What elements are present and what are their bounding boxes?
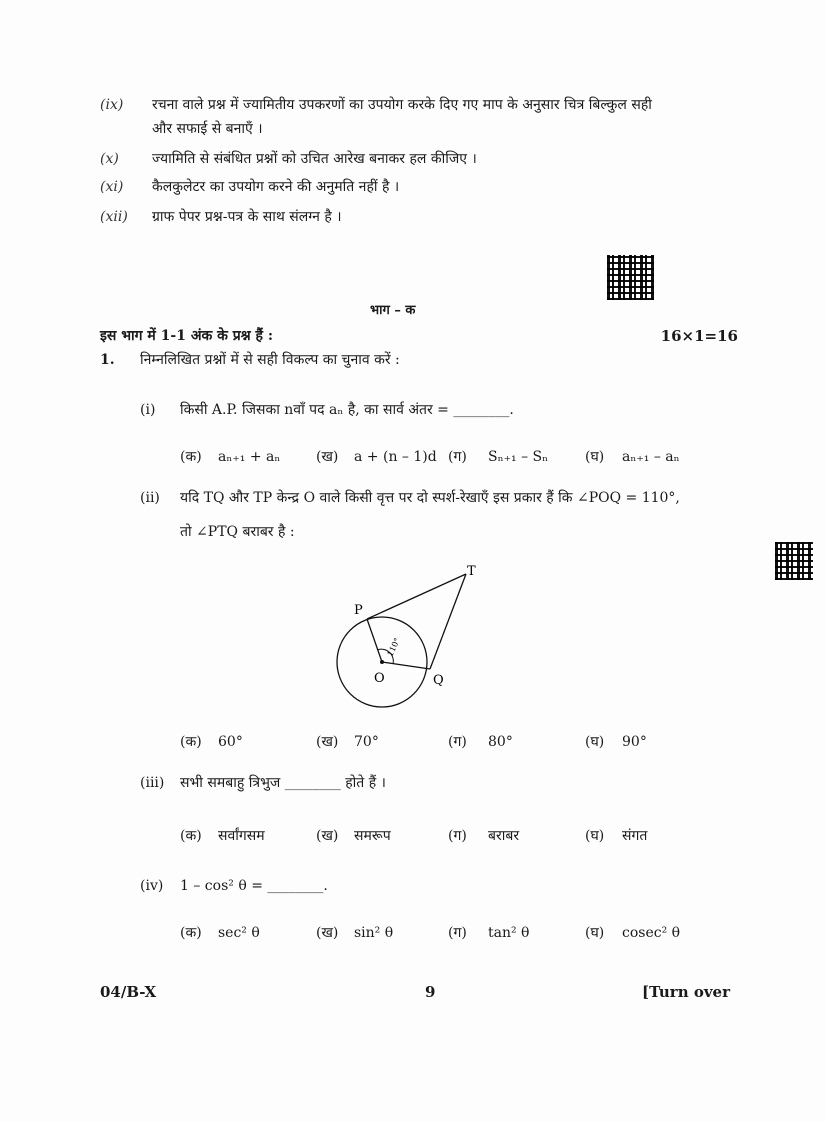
label-p: P (354, 603, 363, 618)
option-label: (ख) (316, 734, 339, 750)
instruction-text: रचना वाले प्रश्न में ज्यामितीय उपकरणों का उपयोग करके दिए गए माप के अनुसार चित्र बिल्कुल सही (152, 97, 652, 113)
option-text: 70° (354, 734, 379, 750)
subquestion-text: यदि TQ और TP केन्द्र O वाले किसी वृत्त पर दो स्पर्श-रेखाएँ इस प्रकार हैं कि ∠POQ = 110°, (180, 490, 680, 506)
option-text: sin² θ (354, 925, 394, 941)
radius-op (367, 619, 382, 662)
option-label: (ग) (448, 925, 467, 941)
subquestion-text: 1 – cos² θ = ________. (180, 878, 328, 894)
label-q: Q (433, 673, 444, 688)
option-text: 80° (488, 734, 513, 750)
option-text: aₙ₊₁ + aₙ (218, 449, 281, 465)
angle-label: 110° (385, 636, 402, 658)
subquestion-num: (i) (140, 402, 156, 418)
section-marks: 16×1=16 (660, 327, 738, 345)
option-label: (क) (180, 828, 202, 844)
subquestion-num: (iii) (140, 775, 165, 791)
option-label: (ग) (448, 828, 467, 844)
question-number: 1. (100, 352, 115, 368)
instruction-num: (xii) (100, 209, 128, 225)
option-label: (घ) (585, 828, 605, 844)
option-label: (क) (180, 925, 202, 941)
option-text: tan² θ (488, 925, 530, 941)
option-label: (घ) (585, 925, 605, 941)
subquestion-text: किसी A.P. जिसका nवाँ पद aₙ है, का सार्व अंतर = ________. (180, 402, 514, 418)
option-label: (ख) (316, 449, 339, 465)
option-text: सर्वांगसम (218, 828, 265, 844)
subquestion-num: (iv) (140, 878, 164, 894)
instruction-text: और सफाई से बनाएँ । (152, 121, 263, 137)
section-intro: इस भाग में 1-1 अंक के प्रश्न हैं : (100, 328, 274, 344)
subquestion-num: (ii) (140, 490, 160, 506)
instruction-num: (x) (100, 151, 119, 167)
instruction-num: (xi) (100, 179, 124, 195)
label-t: T (467, 564, 476, 579)
radius-oq (382, 662, 430, 669)
instruction-text: ज्यामिति से संबंधित प्रश्नों को उचित आरेख बनाकर हल कीजिए । (152, 151, 477, 167)
option-text: 90° (622, 734, 647, 750)
option-label: (घ) (585, 449, 605, 465)
turn-over: [Turn over (642, 983, 730, 1001)
option-text: aₙ₊₁ – aₙ (622, 449, 680, 465)
option-text: समरूप (354, 828, 391, 844)
option-label: (ख) (316, 828, 339, 844)
option-label: (घ) (585, 734, 605, 750)
subquestion-text: तो ∠PTQ बराबर है : (180, 524, 295, 540)
option-text: संगत (622, 828, 648, 844)
instruction-text: कैलकुलेटर का उपयोग करने की अनुमति नहीं है । (152, 179, 400, 195)
option-text: sec² θ (218, 925, 260, 941)
section-title: भाग – क (370, 303, 416, 318)
option-label: (ग) (448, 734, 467, 750)
option-text: बराबर (488, 828, 520, 844)
option-label: (ग) (448, 449, 467, 465)
question-text: निम्नलिखित प्रश्नों में से सही विकल्प का चुनाव करें : (140, 352, 400, 368)
option-label: (क) (180, 449, 202, 465)
option-label: (ख) (316, 925, 339, 941)
instruction-text: ग्राफ पेपर प्रश्न-पत्र के साथ संलग्न है । (152, 209, 342, 225)
paper-code: 04/B-X (100, 983, 157, 1001)
label-o: O (374, 671, 385, 686)
option-text: cosec² θ (622, 925, 681, 941)
page-number: 9 (425, 983, 436, 1001)
subquestion-text: सभी समबाहु त्रिभुज ________ होते हैं । (180, 775, 386, 791)
option-text: 60° (218, 734, 243, 750)
option-label: (क) (180, 734, 202, 750)
option-text: a + (n – 1)d (354, 449, 437, 465)
option-text: Sₙ₊₁ – Sₙ (488, 449, 549, 465)
center-point (380, 660, 384, 664)
instruction-num: (ix) (100, 97, 124, 113)
